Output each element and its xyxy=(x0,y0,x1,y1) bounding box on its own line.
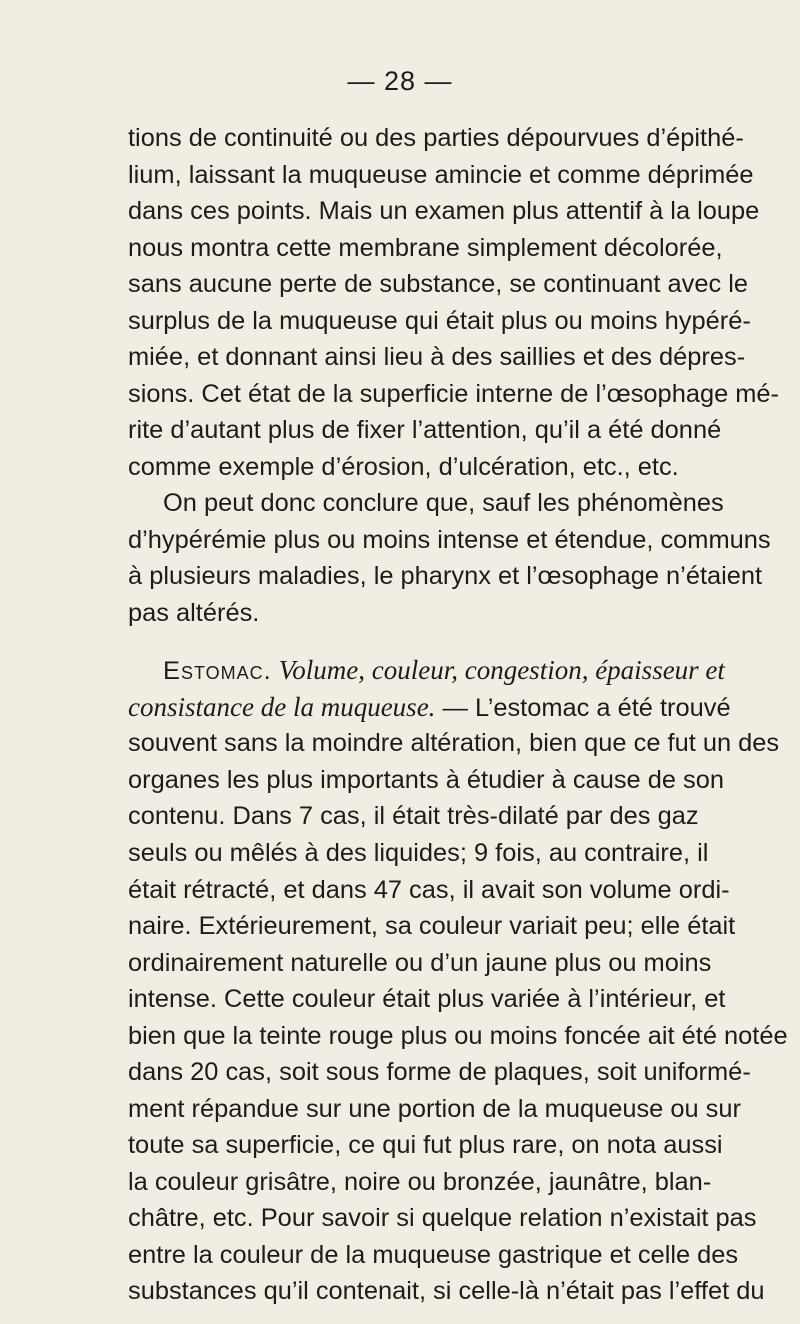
text-line: On peut donc conclure que, sauf les phénomènes xyxy=(163,489,724,518)
text-line: toute sa superficie, ce qui fut plus rare, on nota aussi xyxy=(128,1131,723,1160)
text-line: contenu. Dans 7 cas, il était très-dilaté par des gaz xyxy=(128,802,699,831)
section-heading-line xyxy=(163,652,725,689)
text-line: entre la couleur de la muqueuse gastrique et celle des xyxy=(128,1240,739,1269)
page-number: — 28 — xyxy=(347,66,453,96)
text-line: bien que la teinte rouge plus ou moins foncée ait été notée xyxy=(128,1021,788,1050)
section-subject: Volume, couleur, congestion, épaisseur et xyxy=(278,655,725,686)
text-line: miée, et donnant ainsi lieu à des saillies et des dépres- xyxy=(128,343,746,372)
text-line: d’hypérémie plus ou moins intense et étendue, communs xyxy=(128,525,771,554)
text-line: châtre, etc. Pour savoir si quelque relation n’existait pas xyxy=(128,1204,757,1233)
text-line: seuls ou mêlés à des liquides; 9 fois, au contraire, il xyxy=(128,839,709,868)
section-subject-continued: consistance de la muqueuse. xyxy=(128,691,436,722)
text-line: à plusieurs maladies, le pharynx et l’œsophage n’étaient xyxy=(128,562,763,591)
text-line: pas altérés. xyxy=(128,598,260,627)
text-line: tions de continuité ou des parties dépourvues d’épithé- xyxy=(128,124,744,152)
text-line xyxy=(128,689,731,726)
text-line: naire. Extérieurement, sa couleur variait peu; elle était xyxy=(128,912,736,941)
text-line: ordinairement naturelle ou d’un jaune plus ou moins xyxy=(128,948,712,977)
text-line: intense. Cette couleur était plus variée à l’intérieur, et xyxy=(128,985,726,1014)
text-line: rite d’autant plus de fixer l’attention, qu’il a été donné xyxy=(128,416,722,445)
section-heading: Estomac. xyxy=(163,657,272,686)
text-line: comme exemple d’érosion, d’ulcération, etc., etc. xyxy=(128,452,679,481)
text-line: dans ces points. Mais un examen plus attentif à la loupe xyxy=(128,197,760,226)
text-line: souvent sans la moindre altération, bien que ce fut un des xyxy=(128,729,780,758)
text-line: sans aucune perte de substance, se continuant avec le xyxy=(128,270,749,299)
text-line: était rétracté, et dans 47 cas, il avait son volume ordi- xyxy=(128,875,730,904)
text-line: surplus de la muqueuse qui était plus ou moins hypéré- xyxy=(128,306,751,335)
text-line: ment répandue sur une portion de la muqueuse ou sur xyxy=(128,1094,741,1123)
text-line: sions. Cet état de la superficie interne de l’œsophage mé- xyxy=(128,379,780,408)
text-line: nous montra cette membrane simplement décolorée, xyxy=(128,233,723,262)
text-line: lium, laissant la muqueuse amincie et comme déprimée xyxy=(128,160,754,189)
text-line: organes les plus importants à étudier à cause de son xyxy=(128,765,724,794)
text-line: substances qu’il contenait, si celle-là n’était pas l’effet du xyxy=(128,1277,765,1306)
text-line: dans 20 cas, soit sous forme de plaques, soit uniformé- xyxy=(128,1058,751,1087)
text-line: la couleur grisâtre, noire ou bronzée, jaunâtre, blan- xyxy=(128,1167,712,1196)
text-fragment: — L’estomac a été trouvé xyxy=(442,693,731,722)
